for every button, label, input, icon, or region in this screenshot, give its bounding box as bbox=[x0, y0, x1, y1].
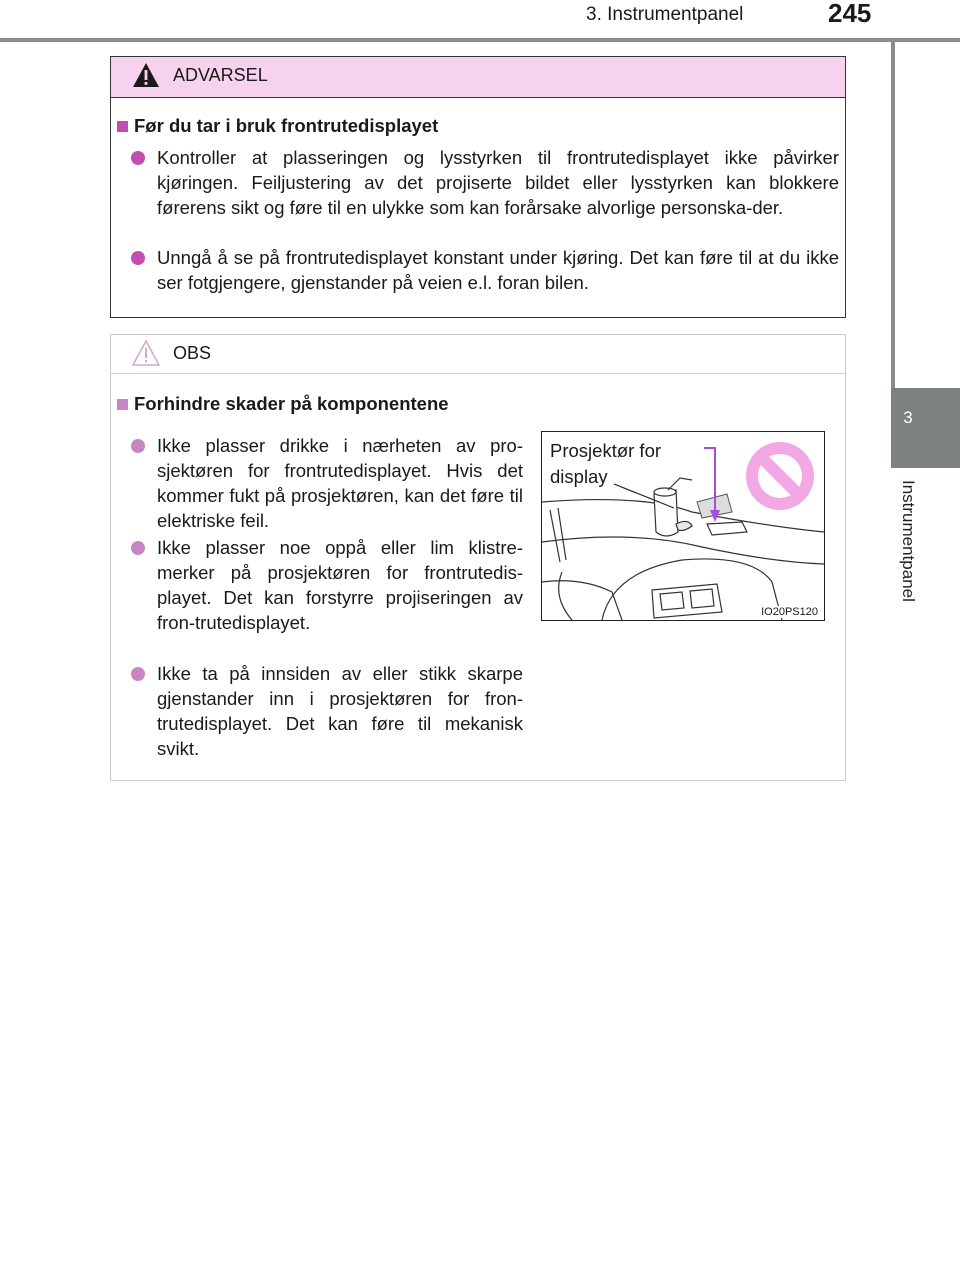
bullet-dot-icon bbox=[131, 251, 145, 265]
warning-item: Unngå å se på frontrutedisplayet konstant under kjøring. Det kan føre til at du ikke ser fotgjengere, gjenstander på veien e.l. foran bilen. bbox=[131, 245, 839, 295]
page-number: 245 bbox=[828, 0, 872, 28]
projector-illustration bbox=[541, 431, 825, 621]
notice-label: OBS bbox=[173, 343, 212, 363]
side-tab-line bbox=[891, 42, 895, 388]
chapter-header: 3. Instrumentpanel bbox=[586, 4, 744, 25]
figure-code: IO20PS120 bbox=[761, 606, 818, 618]
notice-item: Ikke plasser noe oppå eller lim klistre-merker på prosjektøren for frontrutedis-playet. Det kan forstyrre projiseringen av fron-trutedisplayet. bbox=[131, 535, 523, 635]
square-bullet-icon bbox=[117, 121, 128, 132]
bullet-dot-icon bbox=[131, 151, 145, 165]
caution-triangle-icon bbox=[131, 339, 161, 367]
warning-header bbox=[111, 57, 845, 98]
projector-callout: Prosjektør for display bbox=[550, 440, 662, 487]
notice-item: Ikke plasser drikke i nærheten av pro-sjektøren for frontrutedisplayet. Hvis det kommer fukt på prosjektøren, kan det føre til elektriske feil. bbox=[131, 433, 523, 533]
header-rule bbox=[0, 38, 960, 42]
warning-item: Kontroller at plasseringen og lysstyrken til frontrutedisplayet ikke påvirker kjøringen. Feiljustering av det projiserte bildet eller lysstyrken kan blokkere førerens sikt og føre til en ulykke som kan forårsake alvorlige personska-der. bbox=[131, 145, 839, 220]
bullet-dot-icon bbox=[131, 541, 145, 555]
square-bullet-icon bbox=[117, 399, 128, 410]
side-tab-number: 3 bbox=[903, 408, 913, 427]
warning-triangle-icon bbox=[131, 61, 161, 89]
warning-section-title: Før du tar i bruk frontrutedisplayet bbox=[117, 115, 438, 137]
warning-label: ADVARSEL bbox=[173, 65, 268, 85]
notice-item: Ikke ta på innsiden av eller stikk skarpe gjenstander inn i prosjektøren for fron-trutedisplayet. Det kan føre til mekanisk svikt. bbox=[131, 661, 523, 761]
notice-section-title: Forhindre skader på komponentene bbox=[117, 393, 449, 415]
warning-box bbox=[110, 56, 846, 318]
notice-header bbox=[111, 335, 845, 374]
side-tab bbox=[891, 388, 960, 468]
notice-box bbox=[110, 334, 846, 781]
bullet-dot-icon bbox=[131, 667, 145, 681]
bullet-dot-icon bbox=[131, 439, 145, 453]
side-tab-label: Instrumentpanel bbox=[899, 480, 918, 602]
